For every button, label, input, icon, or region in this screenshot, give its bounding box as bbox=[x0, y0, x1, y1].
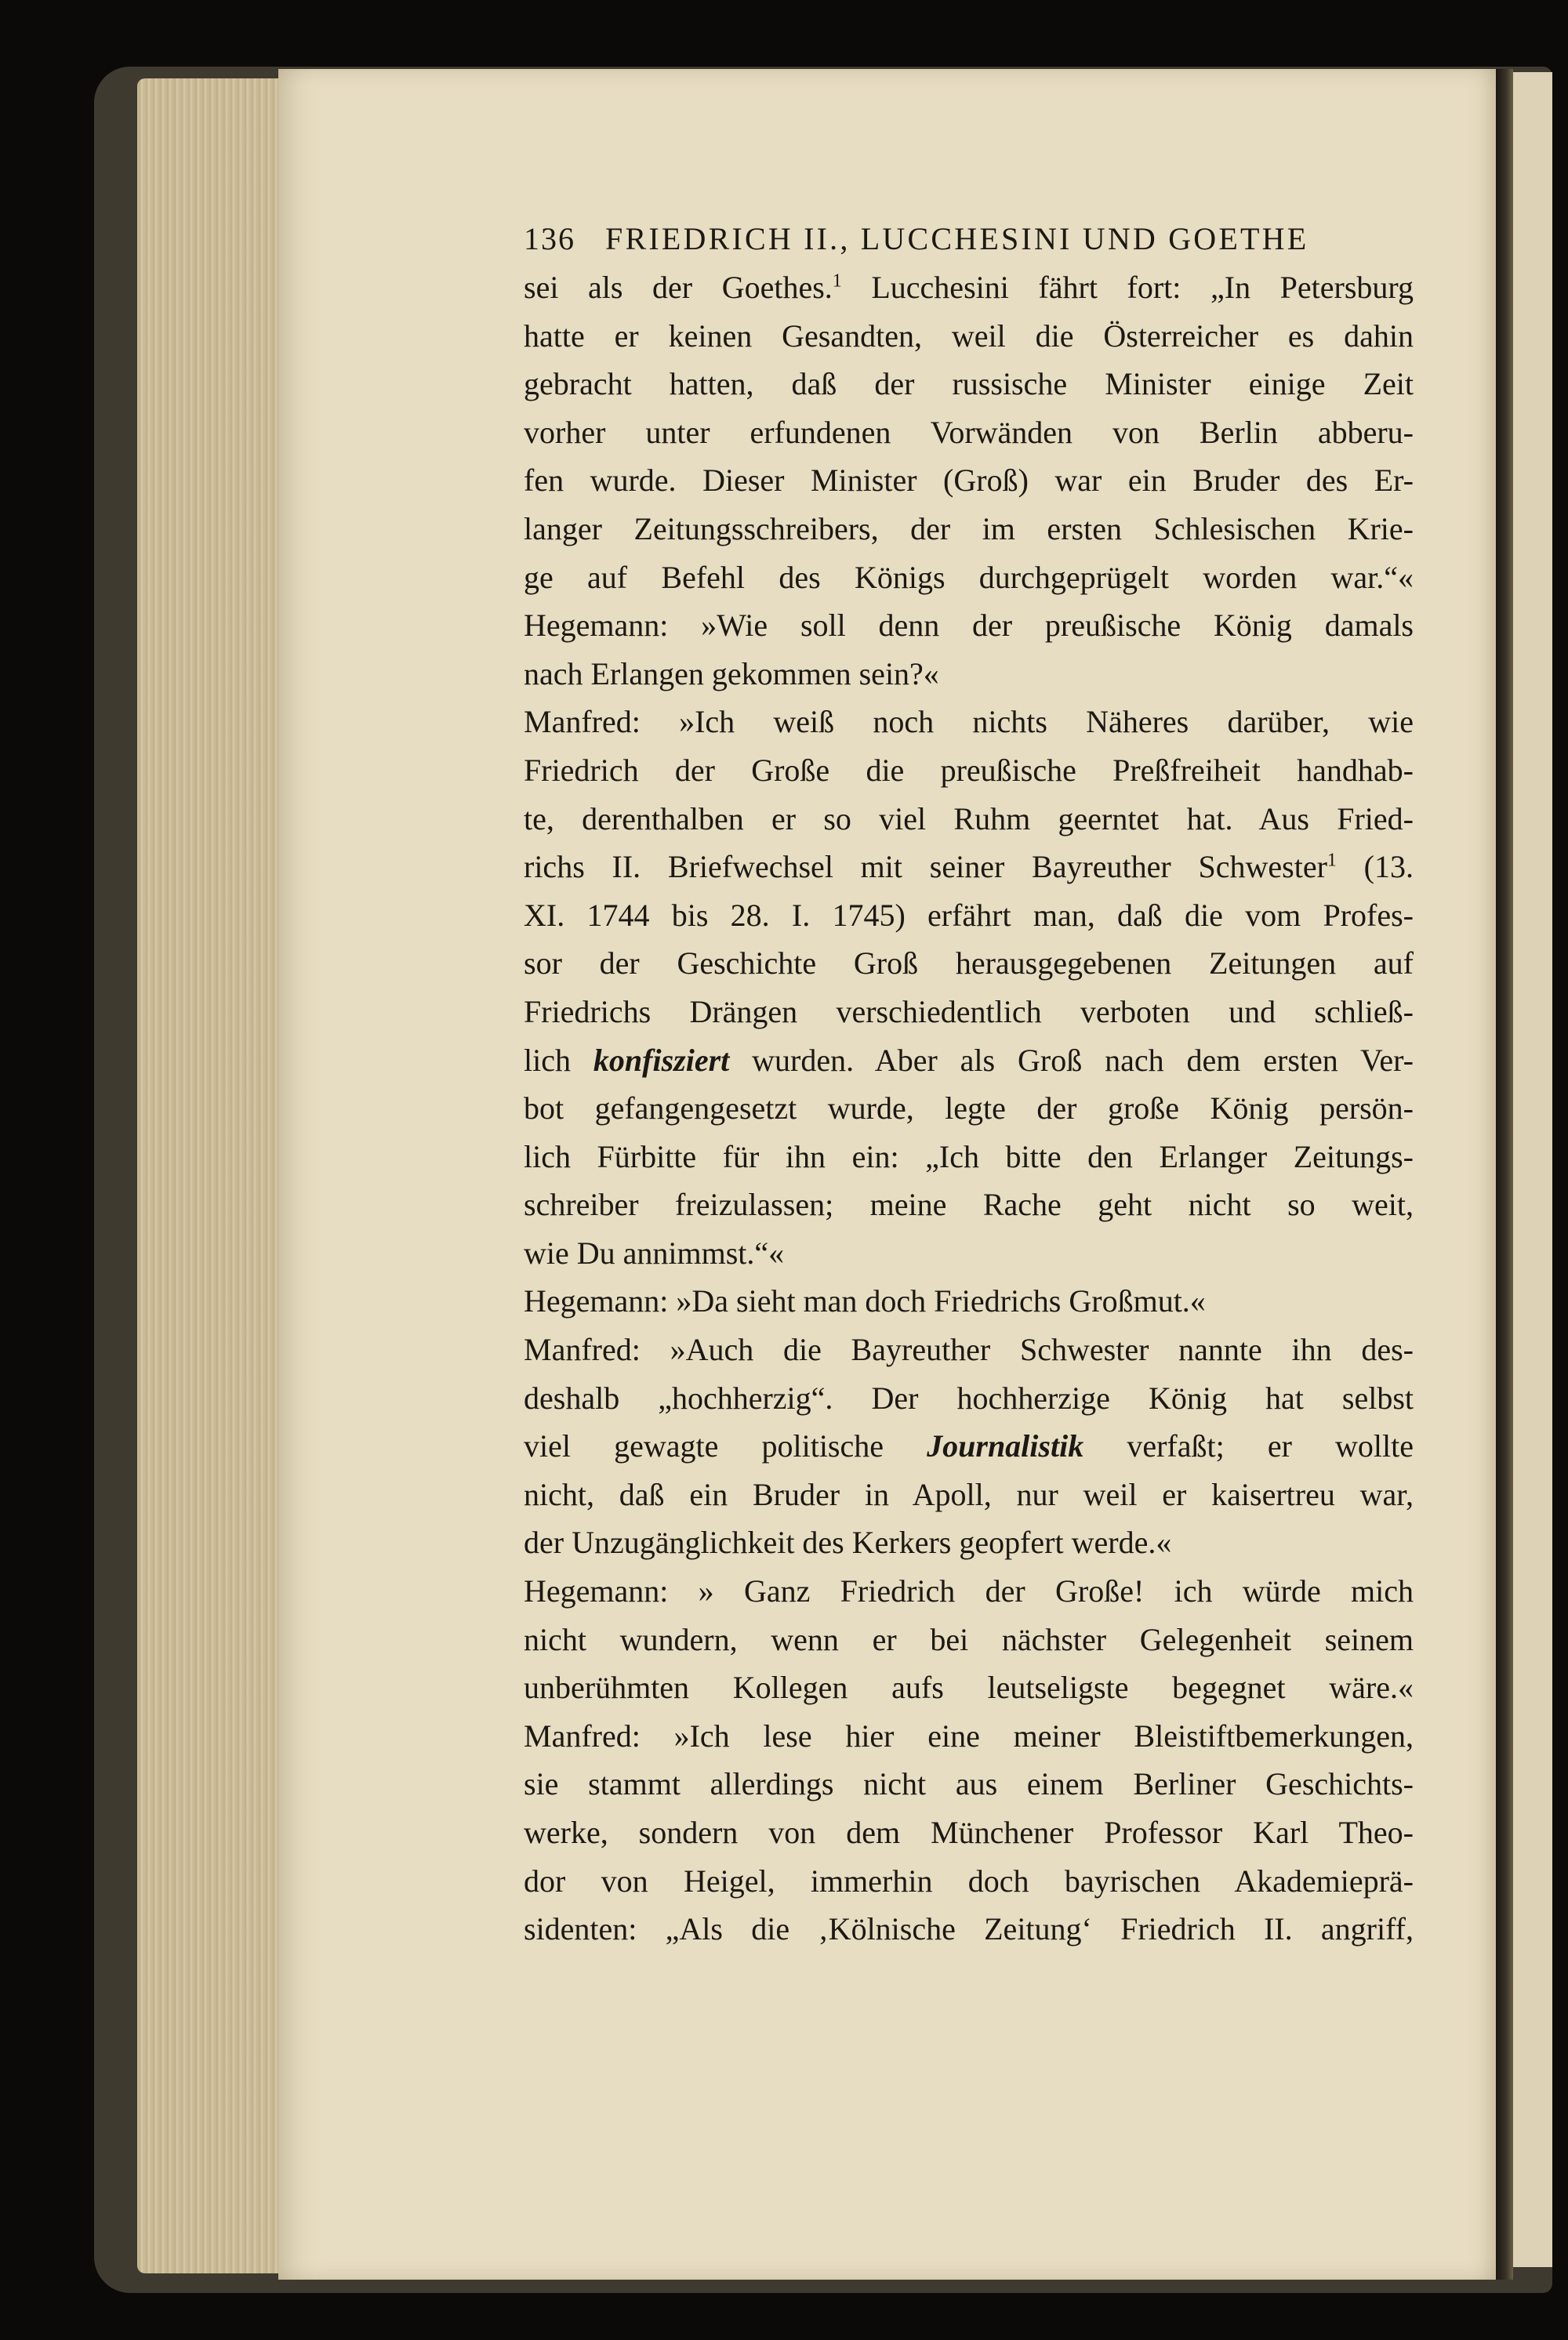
text-segment: nicht, daß ein Bruder in Apoll, nur weil er kaisertreu war, bbox=[524, 1476, 1414, 1512]
text-line bbox=[524, 263, 1414, 312]
text-segment: Manfred: »Auch die Bayreuther Schwester nannte ihn des- bbox=[524, 1332, 1414, 1368]
text-segment: gebracht hatten, daß der russische Minister einige Zeit bbox=[524, 366, 1414, 402]
text-segment: unberühmten Kollegen aufs leutseligste begegnet wäre.« bbox=[524, 1670, 1414, 1706]
text-segment: fen wurde. Dieser Minister (Groß) war ein Bruder des Er- bbox=[524, 463, 1414, 499]
text-segment: lich bbox=[524, 1042, 593, 1078]
text-segment: Hegemann: »Da sieht man doch Friedrichs Großmut.« bbox=[524, 1283, 1206, 1319]
text-line bbox=[524, 1809, 1414, 1857]
text-segment: der Unzugänglichkeit des Kerkers geopfert werde.« bbox=[524, 1525, 1172, 1561]
text-segment: sidenten: „Als die ‚Kölnische Zeitung‘ Friedrich II. angriff, bbox=[524, 1911, 1414, 1947]
text-line bbox=[524, 1084, 1414, 1133]
text-segment: sei als der Goethes. bbox=[524, 270, 833, 305]
text-segment: sie stammt allerdings nicht aus einem Berliner Geschichts- bbox=[524, 1766, 1414, 1802]
emphasis: konfisziert bbox=[593, 1042, 730, 1078]
text-segment: Friedrichs Drängen verschiedentlich verboten und schließ- bbox=[524, 993, 1414, 1029]
text-line bbox=[524, 1229, 1414, 1278]
text-segment: sor der Geschichte Groß herausgegebenen Zeitungen auf bbox=[524, 945, 1414, 981]
text-segment: Manfred: »Ich weiß noch nichts Näheres darüber, wie bbox=[524, 704, 1414, 740]
text-line bbox=[524, 843, 1414, 891]
text-segment: verfaßt; er wollte bbox=[1083, 1428, 1414, 1464]
text-segment: vorher unter erfundenen Vorwänden von Berlin abberu- bbox=[524, 414, 1414, 450]
text-segment: Hegemann: »Wie soll denn der preußische König damals bbox=[524, 608, 1414, 644]
text-line bbox=[524, 408, 1414, 457]
gutter-shadow bbox=[1496, 69, 1513, 2280]
page-text bbox=[524, 215, 1414, 1954]
text-line bbox=[524, 360, 1414, 408]
text-segment: hatte er keinen Gesandten, weil die Österreicher es dahin bbox=[524, 317, 1414, 354]
page-header bbox=[524, 215, 1414, 263]
text-segment: bot gefangengesetzt wurde, legte der große König persön- bbox=[524, 1090, 1414, 1126]
text-line bbox=[524, 601, 1414, 650]
text-segment: te, derenthalben er so viel Ruhm geerntet hat. Aus Fried- bbox=[524, 800, 1414, 836]
text-segment: nicht wundern, wenn er bei nächster Gelegenheit seinem bbox=[524, 1621, 1414, 1657]
emphasis: Journalistik bbox=[927, 1428, 1084, 1464]
text-line bbox=[524, 505, 1414, 553]
text-segment: dor von Heigel, immerhin doch bayrischen Akademieprä- bbox=[524, 1863, 1414, 1899]
text-line bbox=[524, 795, 1414, 843]
text-segment: Friedrich der Große die preußische Preßfreiheit handhab- bbox=[524, 752, 1414, 788]
text-segment: ge auf Befehl des Königs durchgeprügelt worden war.“« bbox=[524, 559, 1414, 595]
text-line bbox=[524, 1905, 1414, 1954]
text-line bbox=[524, 988, 1414, 1036]
text-segment: lich Fürbitte für ihn ein: „Ich bitte den Erlanger Zeitungs- bbox=[524, 1138, 1414, 1174]
text-line bbox=[524, 1422, 1414, 1471]
text-line bbox=[524, 1277, 1414, 1326]
text-line bbox=[524, 746, 1414, 795]
facing-page-edge bbox=[1513, 72, 1552, 2267]
footnote-marker: 1 bbox=[832, 270, 842, 292]
text-segment: deshalb „hochherzig“. Der hochherzige König hat selbst bbox=[524, 1380, 1414, 1416]
text-line bbox=[524, 698, 1414, 746]
text-line bbox=[524, 1471, 1414, 1519]
text-line bbox=[524, 1181, 1414, 1229]
page-edges bbox=[137, 78, 286, 2273]
text-segment: wurden. Aber als Groß nach dem ersten Ver- bbox=[729, 1042, 1414, 1078]
text-line bbox=[524, 312, 1414, 361]
text-segment: nach Erlangen gekommen sein?« bbox=[524, 655, 939, 691]
text-line bbox=[524, 553, 1414, 602]
text-line bbox=[524, 1036, 1414, 1085]
footnote-marker: 1 bbox=[1327, 850, 1337, 871]
text-line bbox=[524, 1567, 1414, 1616]
text-segment: (13. bbox=[1336, 849, 1414, 885]
text-segment: richs II. Briefwechsel mit seiner Bayreuther Schwester bbox=[524, 849, 1327, 885]
text-segment: werke, sondern von dem Münchener Professor Karl Theo- bbox=[524, 1815, 1414, 1850]
text-line bbox=[524, 1326, 1414, 1374]
text-line bbox=[524, 1518, 1414, 1567]
text-line bbox=[524, 1760, 1414, 1809]
text-segment: Lucchesini fährt fort: „In Petersburg bbox=[841, 270, 1414, 305]
text-line bbox=[524, 456, 1414, 505]
text-line bbox=[524, 1712, 1414, 1761]
text-segment: Manfred: »Ich lese hier eine meiner Bleistiftbemerkungen, bbox=[524, 1718, 1414, 1754]
text-line bbox=[524, 1374, 1414, 1423]
page-number: 136 bbox=[524, 221, 575, 256]
text-segment: wie Du annimmst.“« bbox=[524, 1235, 785, 1271]
text-segment: viel gewagte politische bbox=[524, 1428, 927, 1464]
text-segment: schreiber freizulassen; meine Rache geht nicht so weit, bbox=[524, 1187, 1414, 1223]
text-line bbox=[524, 1663, 1414, 1712]
text-line bbox=[524, 1133, 1414, 1181]
text-line bbox=[524, 891, 1414, 940]
text-line bbox=[524, 939, 1414, 988]
text-segment: XI. 1744 bis 28. I. 1745) erfährt man, daß die vom Profes- bbox=[524, 897, 1414, 933]
text-segment: langer Zeitungsschreibers, der im ersten Schlesischen Krie- bbox=[524, 510, 1414, 546]
text-line bbox=[524, 650, 1414, 698]
text-line bbox=[524, 1857, 1414, 1906]
text-segment: Hegemann: » Ganz Friedrich der Große! ich würde mich bbox=[524, 1573, 1414, 1609]
running-head: FRIEDRICH II., LUCCHESINI UND GOETHE bbox=[605, 221, 1309, 256]
text-line bbox=[524, 1616, 1414, 1664]
body-text bbox=[524, 263, 1414, 1954]
